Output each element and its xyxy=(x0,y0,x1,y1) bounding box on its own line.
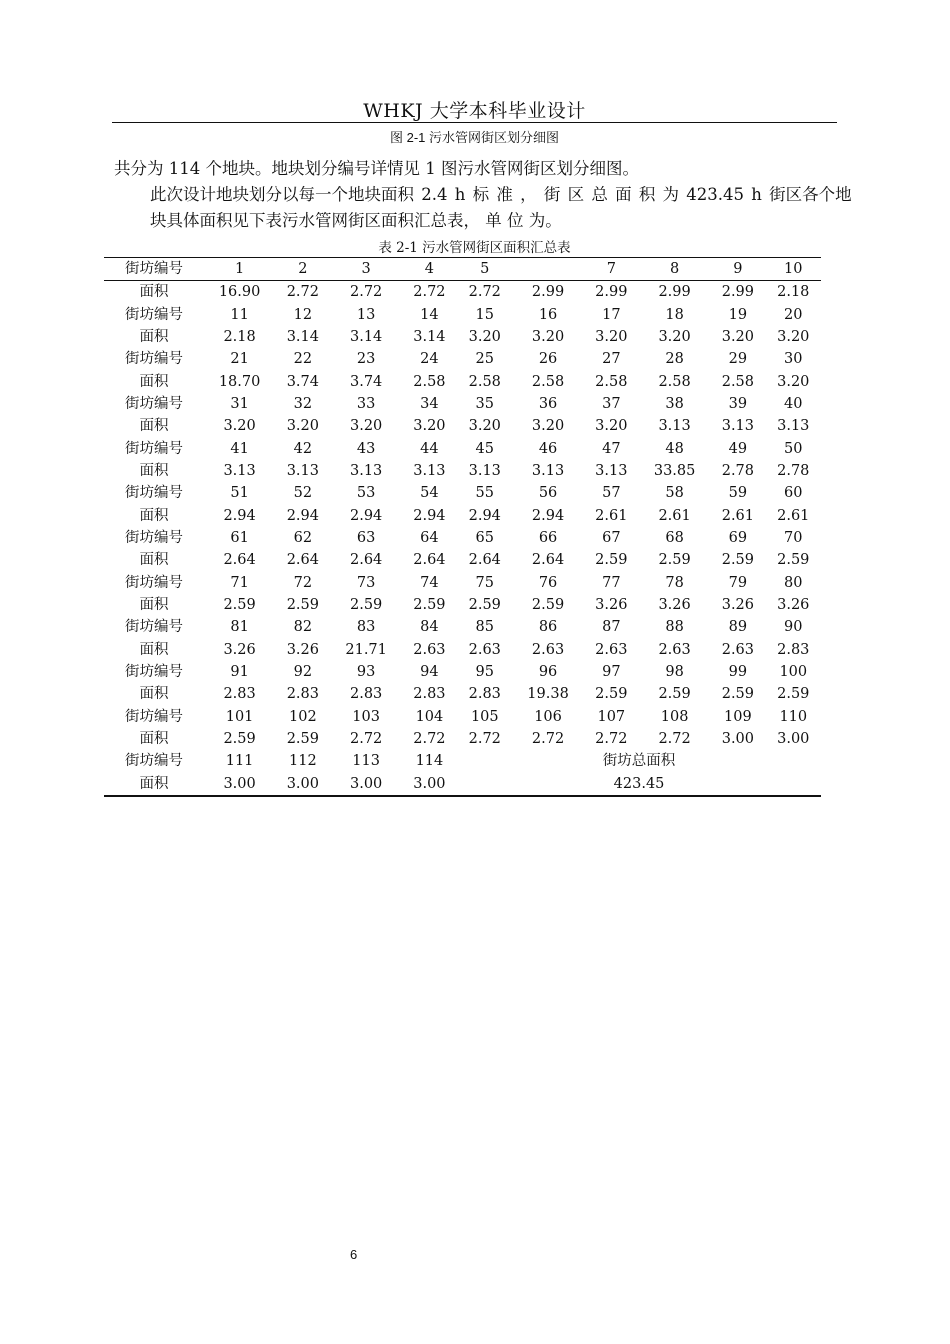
block-number-cell: 71 xyxy=(230,574,249,591)
block-area-cell: 3.13 xyxy=(349,463,383,480)
block-number-cell: 112 xyxy=(289,753,317,770)
block-number-cell: 109 xyxy=(724,708,752,725)
block-number-cell: 87 xyxy=(602,619,621,636)
block-area-cell: 2.83 xyxy=(223,686,256,703)
block-area-cell: 3.20 xyxy=(658,329,691,346)
block-number-cell: 49 xyxy=(728,440,748,457)
block-number-cell: 101 xyxy=(225,708,254,725)
block-area-cell: 3.74 xyxy=(349,373,383,390)
block-area-cell: 3.00 xyxy=(777,731,810,748)
block-number-cell: 59 xyxy=(728,485,748,502)
block-area-cell: 3.20 xyxy=(721,329,755,346)
block-number-cell: 30 xyxy=(784,351,803,368)
block-number-cell: 16 xyxy=(538,306,558,323)
row-label-block-number: 街坊编号 xyxy=(125,574,183,591)
table-row xyxy=(104,683,821,705)
body-paragraph-2: 此次设计地块划分以每一个地块面积 2.4 h 标 准 ， 街 区 总 面 积 为 423.45 h 街区各个地 xyxy=(150,185,852,204)
block-number-cell: 69 xyxy=(728,530,748,547)
block-number-cell: 5 xyxy=(457,258,512,281)
block-number-cell: 17 xyxy=(602,306,621,323)
block-area-cell: 21.71 xyxy=(345,641,387,658)
block-area-cell: 3.20 xyxy=(531,329,565,346)
block-number-cell: 38 xyxy=(665,396,684,413)
table-row xyxy=(104,460,821,482)
block-number-cell: 32 xyxy=(293,396,313,413)
table-row xyxy=(104,706,821,728)
block-area-cell: 2.63 xyxy=(531,641,565,658)
block-number-cell: 33 xyxy=(356,396,376,413)
block-area-cell: 3.20 xyxy=(468,329,501,346)
block-area-cell: 3.26 xyxy=(286,641,319,658)
block-number-cell: 74 xyxy=(420,574,439,591)
block-area-cell: 3.20 xyxy=(468,418,501,435)
block-area-cell: 2.59 xyxy=(223,731,256,748)
block-number-cell: 97 xyxy=(602,664,621,681)
block-area-table xyxy=(104,257,821,797)
block-number-cell: 45 xyxy=(475,440,494,457)
page-number: 6 xyxy=(350,1247,358,1262)
block-area-cell: 2.72 xyxy=(349,284,383,301)
block-area-cell: 3.00 xyxy=(223,775,256,792)
block-number-cell: 46 xyxy=(538,440,558,457)
row-label-area: 面积 xyxy=(139,284,169,301)
block-number-cell: 66 xyxy=(538,530,558,547)
row-label-area: 面积 xyxy=(139,552,169,569)
total-area-label: 街坊总面积 xyxy=(602,753,676,770)
block-area-cell: 2.83 xyxy=(777,641,810,658)
block-number-cell: 65 xyxy=(475,530,494,547)
table-row xyxy=(104,281,821,304)
block-area-cell: 3.20 xyxy=(413,418,446,435)
block-number-cell: 48 xyxy=(665,440,684,457)
block-area-cell: 2.94 xyxy=(286,507,319,524)
block-area-cell: 3.00 xyxy=(286,775,319,792)
row-label-area: 面积 xyxy=(139,641,169,658)
block-number-cell: 47 xyxy=(602,440,621,457)
block-number-cell: 91 xyxy=(230,664,249,681)
block-number-cell: 25 xyxy=(475,351,494,368)
block-area-cell: 3.26 xyxy=(777,597,810,614)
block-area-cell: 2.59 xyxy=(595,552,628,569)
row-label-area: 面积 xyxy=(139,463,169,480)
row-label-block-number: 街坊编号 xyxy=(125,396,183,413)
block-number-cell: 42 xyxy=(293,440,313,457)
block-number-cell: 39 xyxy=(728,396,748,413)
block-area-cell: 2.99 xyxy=(595,284,628,301)
block-area-cell: 2.59 xyxy=(286,731,319,748)
block-number-cell: 41 xyxy=(230,440,249,457)
block-number-cell: 92 xyxy=(293,664,313,681)
block-number-cell: 29 xyxy=(728,351,748,368)
table-row xyxy=(104,616,821,638)
block-number-cell: 75 xyxy=(475,574,494,591)
row-label-block-number: 街坊编号 xyxy=(125,530,183,547)
block-number-cell: 106 xyxy=(534,708,562,725)
table-row xyxy=(104,326,821,348)
block-number-cell: 111 xyxy=(225,753,254,770)
block-number-cell: 24 xyxy=(420,351,439,368)
block-area-cell: 2.59 xyxy=(468,597,501,614)
block-number-cell: 107 xyxy=(597,708,626,725)
block-area-cell: 2.83 xyxy=(349,686,383,703)
row-label-area: 面积 xyxy=(139,329,169,346)
row-label-area: 面积 xyxy=(139,418,169,435)
block-number-cell: 10 xyxy=(766,258,821,281)
block-area-cell: 2.58 xyxy=(721,373,755,390)
row-label-block-number: 街坊编号 xyxy=(125,753,183,770)
block-number-cell: 94 xyxy=(420,664,439,681)
row-label-area: 面积 xyxy=(139,731,169,748)
table-row xyxy=(104,505,821,527)
block-number-cell: 36 xyxy=(538,396,558,413)
block-number-cell: 73 xyxy=(356,574,376,591)
block-number-cell: 64 xyxy=(420,530,439,547)
block-area-cell: 2.63 xyxy=(413,641,446,658)
block-number-cell: 68 xyxy=(665,530,684,547)
block-number-cell: 26 xyxy=(538,351,558,368)
block-number-cell: 22 xyxy=(293,351,313,368)
block-number-cell: 110 xyxy=(779,708,808,725)
block-area-cell: 2.64 xyxy=(286,552,319,569)
row-label-block-number: 街坊编号 xyxy=(125,485,183,502)
row-label-area: 面积 xyxy=(139,597,169,614)
block-area-cell: 2.61 xyxy=(721,507,755,524)
table-row xyxy=(104,258,821,281)
block-area-cell: 2.59 xyxy=(286,597,319,614)
block-area-cell: 2.72 xyxy=(413,284,446,301)
block-number-cell: 93 xyxy=(356,664,376,681)
block-number-cell: 3 xyxy=(331,258,402,281)
block-number-cell: 55 xyxy=(475,485,494,502)
block-area-cell: 2.58 xyxy=(413,373,446,390)
block-number-cell: 77 xyxy=(602,574,621,591)
table-row xyxy=(104,482,821,504)
table-row xyxy=(104,393,821,415)
block-number-cell: 102 xyxy=(289,708,317,725)
block-area-cell: 2.58 xyxy=(595,373,628,390)
block-area-cell: 2.18 xyxy=(223,329,256,346)
table-row xyxy=(104,304,821,326)
block-area-cell: 2.64 xyxy=(413,552,446,569)
table-row xyxy=(104,415,821,437)
block-area-cell: 2.72 xyxy=(595,731,628,748)
block-area-cell: 2.83 xyxy=(468,686,501,703)
block-area-cell: 3.20 xyxy=(531,418,565,435)
block-area-cell: 2.59 xyxy=(658,552,691,569)
block-area-cell: 2.72 xyxy=(531,731,565,748)
row-label-block-number: 街坊编号 xyxy=(125,351,183,368)
block-area-cell: 2.72 xyxy=(286,284,319,301)
block-area-cell: 18.70 xyxy=(218,373,261,390)
block-number-cell: 114 xyxy=(415,753,444,770)
block-area-cell: 2.59 xyxy=(777,552,810,569)
block-number-cell: 86 xyxy=(538,619,558,636)
block-number-cell: 53 xyxy=(356,485,376,502)
block-number-cell: 62 xyxy=(293,530,313,547)
block-number-cell: 28 xyxy=(665,351,684,368)
block-number-cell: 113 xyxy=(352,753,380,770)
block-number-cell: 2 xyxy=(275,258,330,281)
row-label-area: 面积 xyxy=(139,686,169,703)
block-number-cell: 105 xyxy=(470,708,499,725)
block-area-cell: 2.64 xyxy=(223,552,256,569)
block-area-cell: 2.64 xyxy=(349,552,383,569)
block-area-cell: 3.13 xyxy=(468,463,501,480)
block-number-cell: 84 xyxy=(420,619,439,636)
block-area-cell: 3.13 xyxy=(721,418,755,435)
row-label-block-number: 街坊编号 xyxy=(125,708,183,725)
block-area-cell: 2.59 xyxy=(413,597,446,614)
block-number-cell: 90 xyxy=(784,619,803,636)
block-area-cell: 3.20 xyxy=(595,418,628,435)
table-row xyxy=(104,438,821,460)
block-area-cell: 2.78 xyxy=(777,463,810,480)
block-area-cell: 2.63 xyxy=(468,641,501,658)
block-area-cell: 2.78 xyxy=(721,463,755,480)
table-row xyxy=(104,371,821,393)
block-number-cell: 96 xyxy=(538,664,558,681)
block-area-cell: 3.13 xyxy=(531,463,565,480)
block-area-cell: 3.74 xyxy=(286,373,319,390)
block-area-cell: 3.13 xyxy=(413,463,446,480)
block-number-cell: 9 xyxy=(710,258,765,281)
block-number-cell: 52 xyxy=(293,485,313,502)
block-area-cell: 2.63 xyxy=(658,641,691,658)
row-label-block-number: 街坊编号 xyxy=(125,440,183,457)
block-number-cell: 79 xyxy=(728,574,748,591)
block-number-cell: 63 xyxy=(356,530,376,547)
block-number-cell: 76 xyxy=(538,574,558,591)
block-area-cell: 3.00 xyxy=(349,775,383,792)
block-number-cell: 13 xyxy=(356,306,376,323)
block-number-cell: 51 xyxy=(230,485,249,502)
block-area-cell: 2.94 xyxy=(223,507,256,524)
block-number-cell: 61 xyxy=(230,530,249,547)
block-area-cell: 19.38 xyxy=(527,686,569,703)
block-number-cell: 14 xyxy=(420,306,439,323)
block-number-cell: 8 xyxy=(639,258,710,281)
block-area-cell: 2.58 xyxy=(531,373,565,390)
block-number-cell: 15 xyxy=(475,306,494,323)
block-area-cell: 3.26 xyxy=(223,641,256,658)
block-area-cell: 2.59 xyxy=(721,552,755,569)
block-area-cell: 2.59 xyxy=(777,686,810,703)
block-number-cell: 4 xyxy=(402,258,457,281)
block-area-cell: 16.90 xyxy=(218,284,261,301)
block-number-cell: 44 xyxy=(420,440,439,457)
block-area-cell: 2.99 xyxy=(658,284,691,301)
row-label-block-number: 街坊编号 xyxy=(125,306,183,323)
block-number-cell: 11 xyxy=(230,306,249,323)
row-label-area: 面积 xyxy=(139,775,169,792)
block-area-cell: 2.83 xyxy=(286,686,319,703)
table-row xyxy=(104,527,821,549)
block-number-cell: 34 xyxy=(420,396,439,413)
block-area-cell: 3.20 xyxy=(777,329,810,346)
block-number-cell: 23 xyxy=(356,351,376,368)
block-area-cell: 2.59 xyxy=(349,597,383,614)
block-area-cell: 2.99 xyxy=(721,284,755,301)
block-number-cell: 37 xyxy=(602,396,621,413)
block-number-cell: 95 xyxy=(475,664,494,681)
body-paragraph-3: 块具体面积见下表污水管网街区面积汇总表， 单 位 为。 xyxy=(150,211,562,230)
block-area-cell: 3.20 xyxy=(777,373,810,390)
block-number-cell: 85 xyxy=(475,619,494,636)
block-number-cell: 35 xyxy=(475,396,494,413)
block-number-cell: 40 xyxy=(784,396,803,413)
block-area-cell: 2.61 xyxy=(595,507,628,524)
block-number-cell: 108 xyxy=(660,708,689,725)
table-row xyxy=(104,594,821,616)
table-row xyxy=(104,661,821,683)
block-area-cell: 2.59 xyxy=(531,597,565,614)
block-number-cell: 58 xyxy=(665,485,684,502)
figure-caption: 图 2-1 污水管网街区划分细图 xyxy=(389,130,559,145)
table-row xyxy=(104,773,821,796)
row-label-area: 面积 xyxy=(139,507,169,524)
block-area-cell: 2.94 xyxy=(468,507,501,524)
block-area-cell: 3.13 xyxy=(595,463,628,480)
block-number-cell: 31 xyxy=(230,396,249,413)
block-area-cell: 2.18 xyxy=(777,284,810,301)
block-area-cell: 2.59 xyxy=(595,686,628,703)
block-area-cell: 2.72 xyxy=(468,284,501,301)
block-number-cell: 78 xyxy=(665,574,684,591)
block-area-cell: 2.59 xyxy=(223,597,256,614)
total-area-value: 423.45 xyxy=(613,775,665,792)
block-area-cell: 3.20 xyxy=(223,418,256,435)
block-area-cell: 2.94 xyxy=(413,507,446,524)
block-number-cell: 83 xyxy=(356,619,376,636)
table-row xyxy=(104,750,821,772)
block-number-cell: 100 xyxy=(779,664,808,681)
block-area-cell: 33.85 xyxy=(653,463,696,480)
block-area-cell: 2.58 xyxy=(468,373,501,390)
block-area-cell: 3.13 xyxy=(658,418,691,435)
block-area-cell: 3.13 xyxy=(777,418,810,435)
block-area-cell: 3.14 xyxy=(413,329,446,346)
block-area-cell: 3.26 xyxy=(721,597,755,614)
block-number-cell: 88 xyxy=(665,619,684,636)
block-number-cell: 89 xyxy=(728,619,748,636)
block-area-cell: 2.61 xyxy=(658,507,691,524)
block-area-cell: 3.14 xyxy=(349,329,383,346)
block-area-cell: 3.20 xyxy=(349,418,383,435)
table-caption: 表 2-1 污水管网街区面积汇总表 xyxy=(378,240,571,256)
block-number-cell: 70 xyxy=(784,530,803,547)
block-area-cell: 2.72 xyxy=(468,731,501,748)
block-number-cell: 54 xyxy=(420,485,439,502)
block-number-cell: 99 xyxy=(728,664,748,681)
block-area-cell: 2.59 xyxy=(721,686,755,703)
block-area-cell: 3.13 xyxy=(223,463,256,480)
body-paragraph-1: 共分为 114 个地块。地块划分编号详情见 1 图污水管网街区划分细图。 xyxy=(114,159,639,178)
row-label-block-number: 街坊编号 xyxy=(125,664,183,681)
block-number-cell: 20 xyxy=(784,306,803,323)
header-divider xyxy=(112,122,837,123)
block-area-cell: 2.94 xyxy=(349,507,383,524)
running-header-title: WHKJ 大学本科毕业设计 xyxy=(363,100,586,122)
table-row xyxy=(104,549,821,571)
block-number-cell: 72 xyxy=(293,574,313,591)
block-number-cell: 57 xyxy=(602,485,621,502)
row-label-area: 面积 xyxy=(139,373,169,390)
block-number-cell: 43 xyxy=(356,440,376,457)
block-number-cell: 1 xyxy=(204,258,275,281)
block-number-cell: 103 xyxy=(352,708,380,725)
block-area-cell: 2.58 xyxy=(658,373,691,390)
block-area-cell: 2.99 xyxy=(531,284,565,301)
block-area-cell: 3.00 xyxy=(721,731,755,748)
block-number-cell: 18 xyxy=(665,306,684,323)
block-area-cell: 3.20 xyxy=(595,329,628,346)
block-number-cell: 19 xyxy=(728,306,748,323)
block-number-cell: 60 xyxy=(784,485,803,502)
block-number-cell: 82 xyxy=(293,619,313,636)
block-number-cell: 27 xyxy=(602,351,621,368)
block-number-cell: 7 xyxy=(584,258,639,281)
block-number-cell: 67 xyxy=(602,530,621,547)
row-label-block-number: 街坊编号 xyxy=(104,258,204,281)
block-area-cell: 2.63 xyxy=(595,641,628,658)
block-number-cell: 12 xyxy=(293,306,313,323)
block-area-cell: 2.72 xyxy=(658,731,691,748)
block-number-cell xyxy=(512,258,583,281)
table-row xyxy=(104,728,821,750)
block-area-cell: 2.59 xyxy=(658,686,691,703)
block-area-cell: 2.72 xyxy=(413,731,446,748)
block-area-cell: 3.14 xyxy=(286,329,319,346)
block-area-cell: 3.26 xyxy=(658,597,691,614)
block-area-cell: 3.13 xyxy=(286,463,319,480)
block-number-cell: 50 xyxy=(784,440,803,457)
block-area-cell: 3.00 xyxy=(413,775,446,792)
table-row xyxy=(104,572,821,594)
block-area-cell: 2.83 xyxy=(413,686,446,703)
block-number-cell: 56 xyxy=(538,485,558,502)
block-number-cell: 104 xyxy=(415,708,444,725)
block-number-cell: 21 xyxy=(230,351,249,368)
block-area-cell: 3.26 xyxy=(595,597,628,614)
table-row xyxy=(104,348,821,370)
block-area-cell: 2.64 xyxy=(531,552,565,569)
block-area-cell: 2.94 xyxy=(531,507,565,524)
table-row xyxy=(104,639,821,661)
row-label-block-number: 街坊编号 xyxy=(125,619,183,636)
block-area-cell: 3.20 xyxy=(286,418,319,435)
block-area-cell: 2.72 xyxy=(349,731,383,748)
block-number-cell: 81 xyxy=(230,619,249,636)
block-number-cell: 98 xyxy=(665,664,684,681)
block-area-cell: 2.63 xyxy=(721,641,755,658)
block-area-cell: 2.61 xyxy=(777,507,810,524)
block-number-cell: 80 xyxy=(784,574,803,591)
block-area-cell: 2.64 xyxy=(468,552,501,569)
